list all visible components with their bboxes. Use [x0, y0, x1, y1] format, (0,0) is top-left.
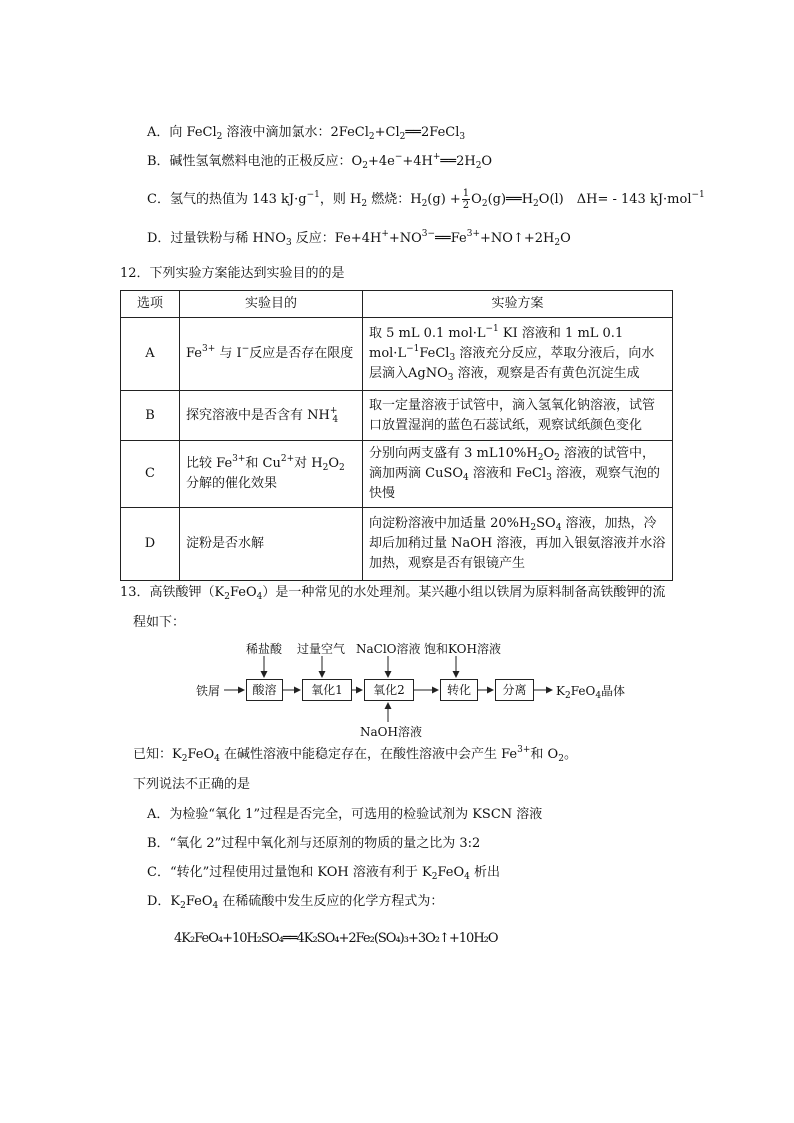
experiment-goal: 比较 $Fe^{3+}$和 $Cu^{2+}$对 $H_2O_2$ 分解的催化效果	[180, 441, 363, 508]
flow-input-naoh: NaOH溶液	[360, 725, 422, 739]
q13-option-d-equation: 4K₂FeO₄+10H₂SO₄══4K₂SO₄+2Fe₂(SO₄)₃+3O₂↑+10H₂O	[174, 931, 498, 946]
q11-option-c: C．氢气的热值为 143 $kJ\cdot g^{-1}$，则 $H_2$ 燃烧：$H_2(g)$ + $\frac{1}{2}$ $O_2(g)══H_2O(l)$ ΔH= - 143 kJ·mol$^{-1}$	[147, 188, 705, 211]
experiment-goal: 淀粉是否水解	[180, 508, 363, 581]
experiment-plan: 向淀粉溶液中加适量 $20\%H_2SO_4$ 溶液，加热，冷却后加稍过量 NaOH 溶液，再加入银氨溶液并水浴加热，观察是否有银镜产生	[363, 508, 673, 581]
q13-option-a: A．为检验“氧化 1”过程是否完全，可选用的检验试剂为 KSCN 溶液	[147, 807, 543, 822]
q13-ask: 下列说法不正确的是	[133, 777, 251, 792]
option-label: B	[121, 391, 180, 441]
q13-known: 已知：$K_2FeO_4$ 在碱性溶液中能稳定存在，在酸性溶液中会产生 $Fe^{3+}$和 $O_2$。	[133, 745, 577, 764]
q13-stem-line1: 13．高铁酸钾$(K_2FeO_4)$是一种常见的水处理剂。某兴趣小组以铁屑为原料制备高铁酸钾的流	[120, 585, 666, 602]
flow-start-label: 铁屑	[196, 684, 221, 698]
q11-option-d: D．过量铁粉与稀 $HNO_3$ 反应：$Fe+4H^++NO^{3-}══Fe^{3+}+NO↑+2H_2O$	[147, 229, 571, 248]
q13-option-c: C．“转化”过程使用过量饱和 KOH 溶液有利于 $K_2FeO_4$ 析出	[147, 865, 500, 882]
q13-option-b: B．“氧化 2”过程中氧化剂与还原剂的物质的量之比为 3:2	[147, 836, 481, 851]
q13-stem-line2: 程如下：	[133, 615, 186, 630]
q11-option-a: A．向 FeCl$_2$ 溶液中滴加氯水：$2FeCl_2+Cl_2══2FeCl_3$	[147, 125, 466, 142]
flow-box-separation: 分离	[495, 679, 534, 701]
q12-stem: 12．下列实验方案能达到实验目的的是	[120, 266, 345, 281]
experiment-goal: $Fe^{3+}$ 与 I−反应是否存在限度	[180, 318, 363, 391]
flow-product-label: $K_2FeO_4$晶体	[556, 684, 626, 701]
experiment-plan: 分别向两支盛有 3 $mL10\%H_2O_2$ 溶液的试管中，滴加两滴 CuSO$_4$ 溶液和 FeCl$_3$ 溶液，观察气泡的快慢	[363, 441, 673, 508]
option-label: C	[121, 441, 180, 508]
fraction-one-half: $\frac{1}{2}$	[462, 188, 470, 211]
flow-input-air: 过量空气	[297, 642, 346, 656]
flow-box-acid-dissolve: 酸溶	[246, 679, 283, 701]
flow-box-conversion: 转化	[440, 679, 478, 701]
table-header: 实验方案	[363, 291, 673, 318]
option-label: D	[121, 508, 180, 581]
experiment-plan: 取一定量溶液于试管中，滴入氢氧化钠溶液，试管口放置湿润的蓝色石蕊试纸，观察试纸颜色变化	[363, 391, 673, 441]
table-header: 选项	[121, 291, 180, 318]
flow-input-koh: 饱和KOH溶液	[424, 642, 501, 656]
flow-input-hcl: 稀盐酸	[246, 642, 283, 656]
q13-option-d: D．$K_2FeO_4$ 在稀硫酸中发生反应的化学方程式为：	[147, 894, 444, 911]
flow-box-oxidation-1: 氧化1	[302, 679, 352, 701]
experiment-plan: 取 5 mL 0.1 $mol\cdot L^{-1}$ KI 溶液和 1 mL 0.1 $mol\cdot L^{-1}FeCl_3$ 溶液充分反应，萃取分液后，向水层滴入AgNO$_3$ 溶液，观察是否有黄色沉淀生成	[363, 318, 673, 391]
q11-option-b: B．碱性氢氧燃料电池的正极反应：$O_2+4e^-+4H^+══2H_2O$	[147, 152, 493, 171]
flow-box-oxidation-2: 氧化2	[364, 679, 414, 701]
experiment-goal: 探究溶液中是否含有 $NH^+_4$	[180, 391, 363, 441]
flow-input-naclo: NaClO溶液	[356, 642, 421, 656]
option-label: A	[121, 318, 180, 391]
table-header: 实验目的	[180, 291, 363, 318]
